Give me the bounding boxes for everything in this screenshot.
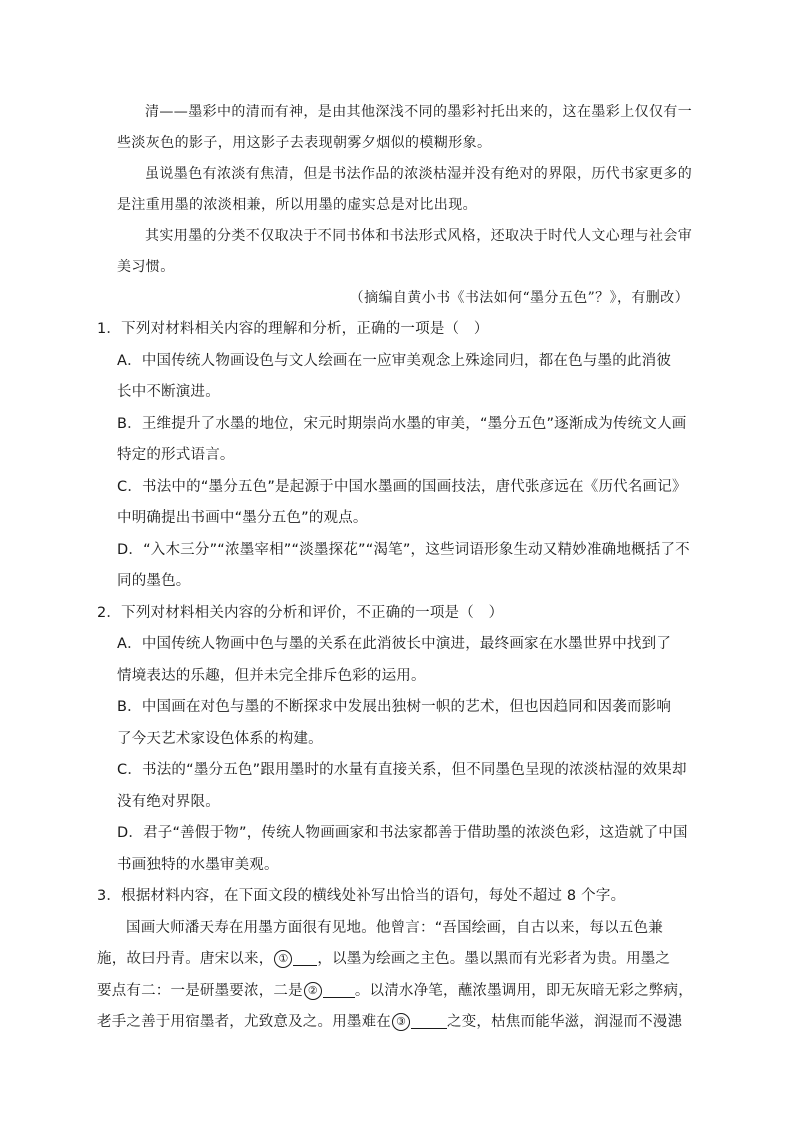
question-1 [97, 314, 699, 598]
option-d-continued: 同的墨色。 [117, 573, 191, 589]
option-b-continued: 特定的形式语言。 [117, 447, 235, 463]
passage-paragraph: 清——墨彩中的清而有神，是由其他深浅不同的墨彩衬托出来的，这在墨彩上仅仅有一些淡灰色的影子，用这影子去表现朝雾夕烟似的模糊形象。 [117, 104, 693, 151]
fill-text: 要点有二：一是研墨要浓，二是 [97, 982, 303, 999]
option-a: A．中国传统人物画中色与墨的关系在此消彼长中演进，最终画家在水墨世界中找到了 [117, 636, 672, 652]
blank-number: ③ [392, 1013, 410, 1031]
option-c: C．书法的“墨分五色”跟用墨时的水量有直接关系，但不同墨色呈现的浓淡枯湿的效果却 [117, 762, 687, 778]
question-stem: 2．下列对材料相关内容的分析和评价，不正确的一项是（ ） [97, 604, 504, 621]
answer-blank[interactable] [411, 1010, 447, 1029]
passage-paragraph: 虽说墨色有浓淡有焦清，但是书法作品的浓淡枯湿并没有绝对的界限，历代书家更多的是注重用墨的浓淡相兼，所以用墨的虚实总是对比出现。 [117, 166, 693, 213]
question-stem: 3．根据材料内容，在下面文段的横线处补写出恰当的语句，每处不超过 8 个字。 [97, 888, 626, 904]
option-b: B．中国画在对色与墨的不断探求中发展出独树一帜的艺术，但也因趋同和因袭而影响 [117, 699, 672, 715]
fill-text: 老手之善于用宿墨者，尤致意及之。用墨难在 [97, 1014, 391, 1030]
option-a-continued: 情境表达的乐趣，但并未完全排斥色彩的运用。 [117, 667, 426, 684]
fill-passage-line: 国画大师潘天寿在用墨方面很有见地。他曾言：“吾国绘画，自古以来，每以五色兼 [126, 919, 663, 936]
option-c-continued: 中明确提出书画中“墨分五色”的观点。 [117, 510, 368, 526]
option-a: A．中国传统人物画设色与文人绘画在一应审美观念上殊途同归，都在色与墨的此消彼 [117, 352, 672, 369]
fill-passage-line [97, 976, 699, 1008]
option-c-continued: 没有绝对界限。 [117, 793, 220, 810]
question-3 [97, 881, 699, 1039]
fill-text: 。以清水净笔，蘸浓墨调用，即无灰暗无彩之弊病， [354, 982, 693, 999]
fill-text: 施，故曰丹青。唐宋以来， [97, 951, 274, 967]
fill-text: 之变，枯焦而能华滋，润湿而不漫漶 [447, 1014, 683, 1030]
question-2 [97, 598, 699, 882]
fill-text: ，以墨为绘画之主色。墨以黑而有光彩者为贵。用墨之 [317, 951, 671, 967]
passage-source: （摘编自黄小书《书法如何“墨分五色”？》，有删改） [349, 290, 689, 306]
passage-paragraph: 其实用墨的分类不仅取决于不同书体和书法形式风格，还取决于时代人文心理与社会审美习惯。 [117, 228, 693, 275]
blank-number: ② [304, 982, 322, 1000]
fill-passage-line [97, 944, 699, 976]
option-d: D．君子“善假于物”，传统人物画画家和书法家都善于借助墨的浓淡色彩，这造就了中国 [117, 825, 688, 841]
option-b: B．王维提升了水墨的地位，宋元时期崇尚水墨的审美，“墨分五色”逐渐成为传统文人画 [117, 415, 687, 432]
question-stem: 1．下列对材料相关内容的理解和分析，正确的一项是（ ） [97, 321, 489, 337]
option-d-continued: 书画独特的水墨审美观。 [117, 856, 279, 873]
answer-blank[interactable] [323, 979, 355, 998]
fill-passage-line [97, 1007, 699, 1039]
reading-passage [117, 97, 699, 314]
blank-number: ① [274, 950, 292, 968]
option-d: D．“入木三分”“浓墨宰相”“淡墨探花”“渴笔”，这些词语形象生动又精妙准确地概括了不 [117, 541, 690, 558]
option-c: C．书法中的“墨分五色”是起源于中国水墨画的国画技法，唐代张彦远在《历代名画记》 [117, 478, 687, 495]
option-a-continued: 长中不断演进。 [117, 384, 220, 400]
option-b-continued: 了今天艺术家设色体系的构建。 [117, 730, 323, 747]
answer-blank[interactable] [293, 947, 317, 966]
